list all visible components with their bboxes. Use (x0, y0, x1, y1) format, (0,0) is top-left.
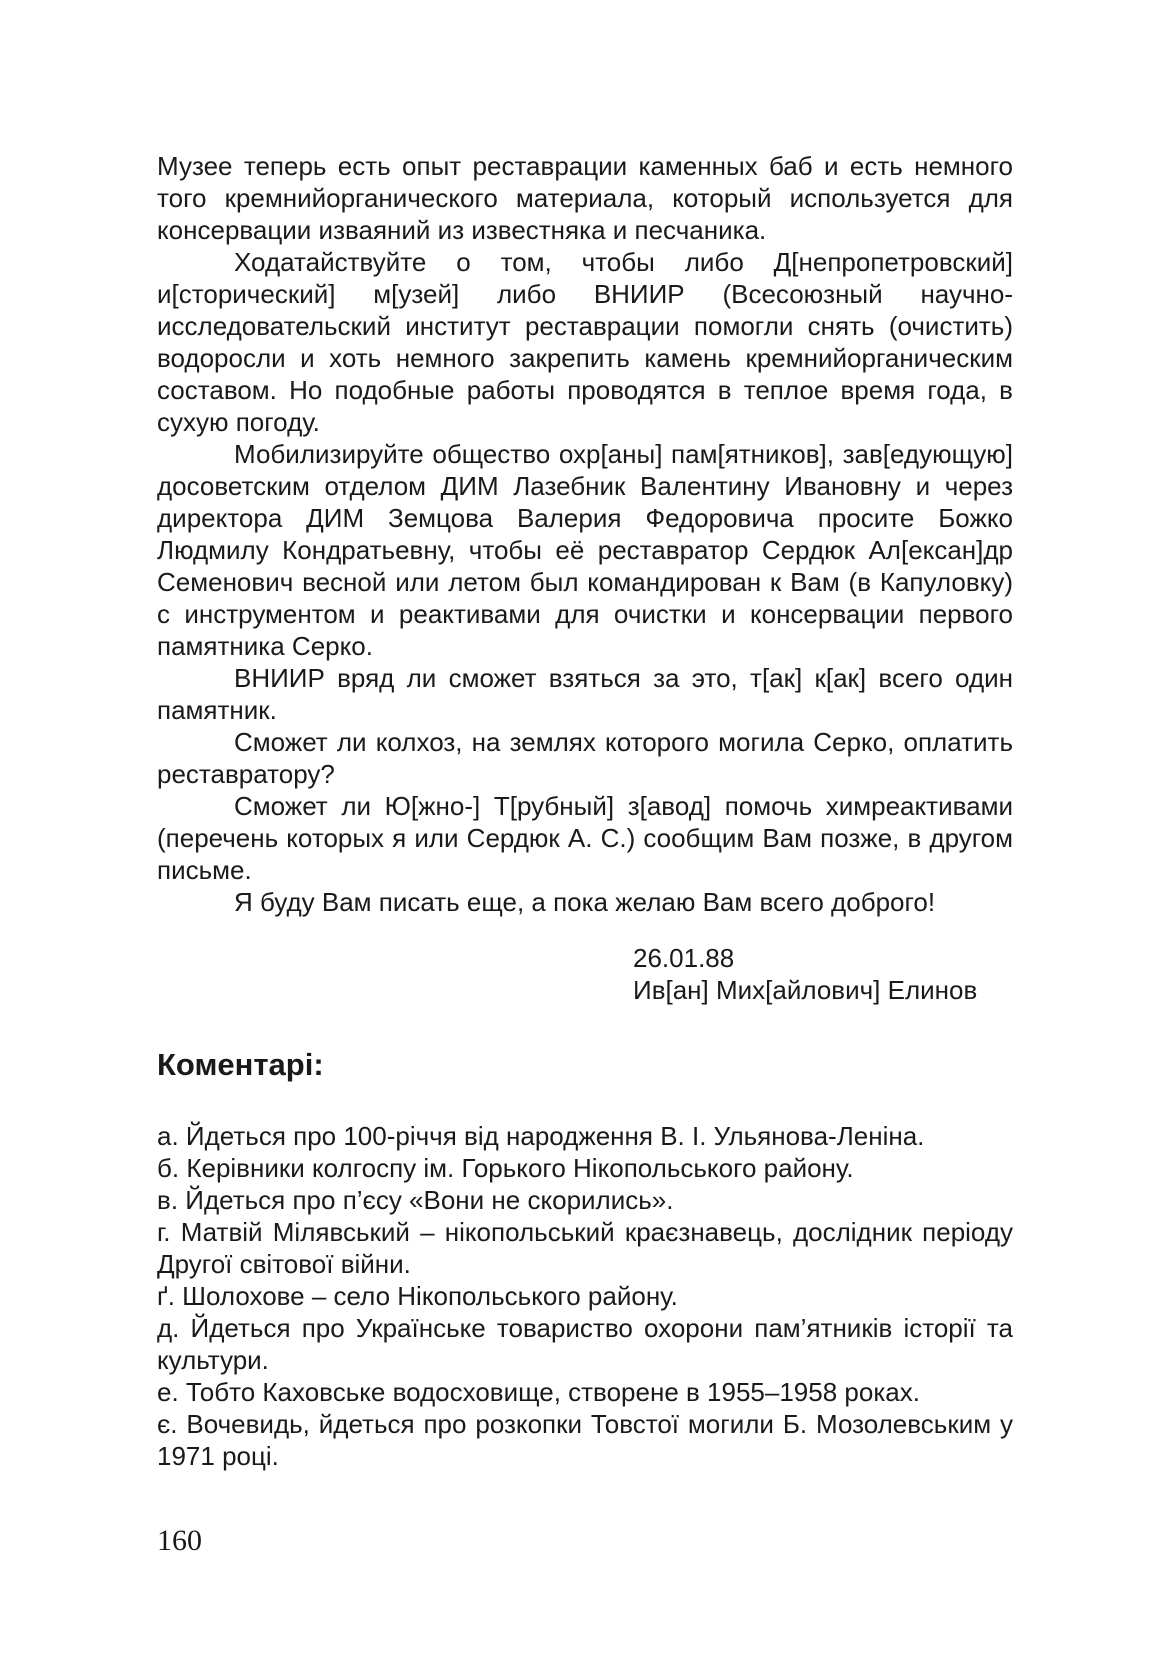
comment-item: д. Йдеться про Українське товариство охорони пам’ятників історії та культури. (157, 1313, 1013, 1375)
comment-item: г. Матвій Мілявський – нікопольський краєзнавець, дослідник періоду Другої світової війни. (157, 1217, 1013, 1279)
comment-item: а. Йдеться про 100-річчя від народження В. І. Ульянова-Леніна. (157, 1121, 925, 1151)
signature-name: Ив[ан] Мих[айлович] Елинов (633, 975, 978, 1005)
body-paragraph: Сможет ли колхоз, на землях которого могила Серко, оплатить реставратору? (157, 727, 1013, 789)
comment-item: б. Керівники колгоспу ім. Горького Нікопольського району. (157, 1153, 854, 1183)
body-paragraph: Сможет ли Ю[жно-] Т[рубный] з[авод] помочь химреактивами (перечень которых я или Сердюк А. С.) сообщим Вам позже, в другом письме. (157, 791, 1013, 885)
body-paragraph: Ходатайствуйте о том, чтобы либо Д[непропетровский] и[сторический] м[узей] либо ВНИИР (Всесоюзный научно-исследовательский институт реставрации помогли снять (очистить) водоросли и хоть немного закрепить камень кремнийорганическим составом. Но подобные работы проводятся в теплое время года, в сухую погоду. (157, 247, 1013, 437)
comment-item: в. Йдеться про п’єсу «Вони не скорились». (157, 1185, 674, 1215)
comments-list (157, 1120, 1013, 1472)
signature-date: 26.01.88 (633, 943, 735, 973)
body-paragraph: Я буду Вам писать еще, а пока желаю Вам всего доброго! (234, 887, 936, 917)
comment-item: є. Вочевидь, йдеться про розкопки Товстої могили Б. Мозолевським у 1971 році. (157, 1409, 1013, 1471)
page-content (157, 150, 1013, 1472)
body-paragraph: ВНИИР вряд ли сможет взяться за это, т[ак] к[ак] всего один памятник. (157, 663, 1013, 725)
comments-heading: Коментарі: (157, 1047, 324, 1082)
page-number: 160 (157, 1524, 202, 1557)
body-paragraph: Мобилизируйте общество охр[аны] пам[ятников], зав[едующую] досоветским отделом ДИМ Лазебник Валентину Ивановну и через директора ДИМ Земцова Валерия Федоровича просите Божко Людмилу Кондратьевну, чтобы её реставратор Сердюк Ал[ексан]др Семенович весной или летом был командирован к Вам (в Капуловку) с инструментом и реактивами для очистки и консервации первого памятника Серко. (157, 439, 1013, 661)
signature-block (157, 942, 1013, 1006)
comment-item: ґ. Шолохове – село Нікопольського району. (157, 1281, 678, 1311)
comment-item: е. Тобто Каховське водосховище, створене в 1955–1958 роках. (157, 1377, 920, 1407)
body-paragraph: Музее теперь есть опыт реставрации каменных баб и есть немного того кремнийорганического материала, который используется для консервации изваяний из известняка и песчаника. (157, 151, 1013, 245)
